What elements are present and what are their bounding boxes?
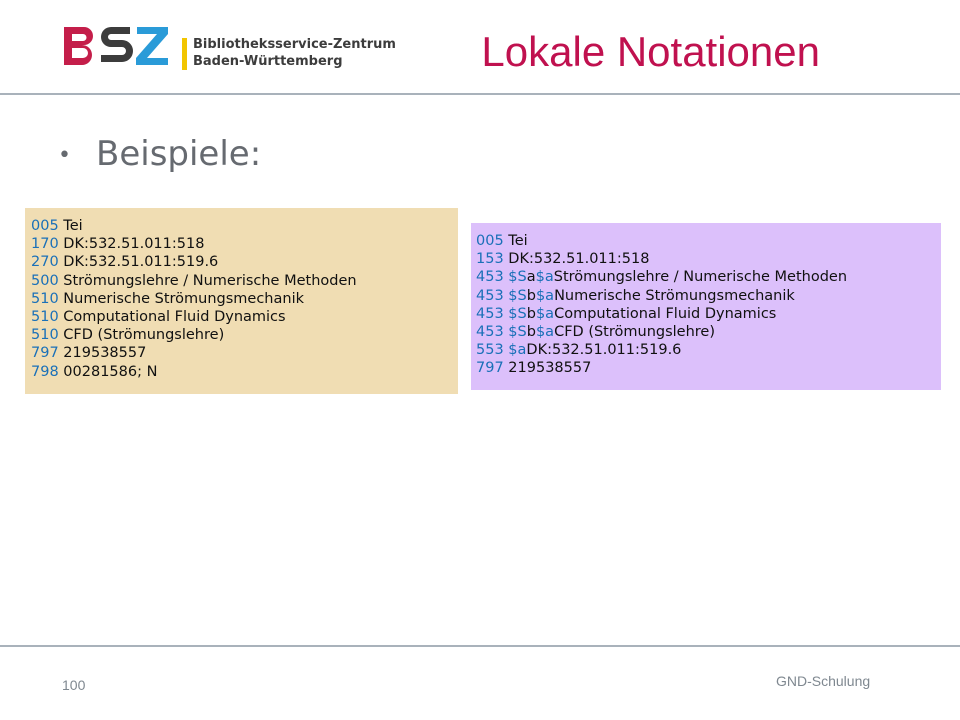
field-value: Strömungslehre / Numerische Methoden [63, 272, 357, 289]
field-tag: 453 [476, 287, 504, 304]
field-value: CFD (Strömungslehre) [554, 324, 716, 341]
field-value: Strömungslehre / Numerische Methoden [553, 269, 848, 286]
record-line [31, 253, 458, 271]
field-tag: 170 [31, 236, 59, 253]
field-tag: 553 [476, 342, 504, 359]
field-tag: 500 [31, 272, 59, 289]
field-tag: 453 [476, 305, 504, 322]
subfield-value: b [526, 287, 536, 304]
record-line [476, 287, 941, 305]
field-tag: 453 [476, 269, 504, 286]
footer-divider [0, 645, 960, 647]
subfield-code: $a [535, 324, 555, 341]
subfield-code: $S [508, 287, 527, 304]
subfield-value: b [526, 324, 536, 341]
left-record-box [25, 208, 458, 394]
field-tag: 453 [476, 324, 504, 341]
field-value: DK:532.51.011:518 [508, 251, 650, 268]
record-line [31, 344, 458, 362]
subfield-code: $a [535, 269, 554, 286]
field-value: 00281586; N [63, 363, 158, 380]
field-tag: 798 [31, 363, 59, 380]
field-value: Tei [63, 218, 83, 234]
header-divider [0, 93, 960, 95]
field-value: CFD (Strömungslehre) [63, 327, 225, 344]
subfield-code: $a [535, 287, 555, 304]
record-line [476, 359, 941, 377]
field-value: DK:532.51.011:518 [63, 236, 205, 253]
slide-title: Lokale Notationen [481, 28, 820, 75]
record-line [31, 272, 458, 290]
bullet-text: Beispiele: [96, 134, 262, 174]
bullet-dot-icon: • [58, 142, 71, 168]
subfield-code: $a [535, 305, 555, 322]
field-tag: 270 [31, 254, 59, 271]
right-record-box [471, 223, 941, 390]
logo-text [193, 36, 396, 70]
subfield-code: $a [508, 342, 527, 359]
subfield-code: $S [508, 305, 527, 322]
subfield-value: b [526, 305, 536, 322]
bullet-item [58, 132, 261, 178]
record-line [476, 250, 941, 268]
record-line [31, 235, 458, 253]
record-line [476, 232, 941, 250]
page-number: 100 [62, 677, 86, 693]
record-line [476, 305, 941, 323]
record-line [31, 308, 458, 326]
logo-divider-bar [182, 38, 187, 70]
field-value: DK:532.51.011:519.6 [526, 342, 682, 359]
record-line [31, 217, 458, 235]
field-tag: 510 [31, 290, 59, 307]
bsz-logo-mark [62, 24, 172, 72]
subfield-code: $S [508, 269, 527, 286]
field-tag: 510 [31, 327, 59, 344]
record-line [476, 323, 941, 341]
logo-line-1: Bibliotheksservice-Zentrum [193, 37, 396, 52]
field-tag: 797 [476, 360, 504, 377]
field-value: Computational Fluid Dynamics [554, 305, 777, 322]
field-value: Numerische Strömungsmechanik [554, 287, 795, 304]
record-line [31, 326, 458, 344]
field-tag: 797 [31, 345, 59, 362]
field-value: DK:532.51.011:519.6 [63, 254, 219, 271]
logo-line-2: Baden-Württemberg [193, 54, 343, 69]
field-value: 219538557 [63, 345, 147, 362]
field-tag: 005 [476, 233, 504, 249]
record-line [31, 290, 458, 308]
field-tag: 005 [31, 218, 59, 234]
subfield-value: a [526, 269, 536, 286]
field-value: Computational Fluid Dynamics [63, 309, 286, 326]
subfield-code: $S [508, 324, 527, 341]
record-line [31, 363, 458, 381]
field-tag: 510 [31, 309, 59, 326]
field-value: Numerische Strömungsmechanik [63, 290, 304, 307]
record-line [476, 268, 941, 286]
field-value: 219538557 [508, 360, 592, 377]
footer-label: GND-Schulung [776, 673, 871, 689]
field-value: Tei [508, 233, 528, 249]
field-tag: 153 [476, 251, 504, 268]
record-line [476, 341, 941, 359]
